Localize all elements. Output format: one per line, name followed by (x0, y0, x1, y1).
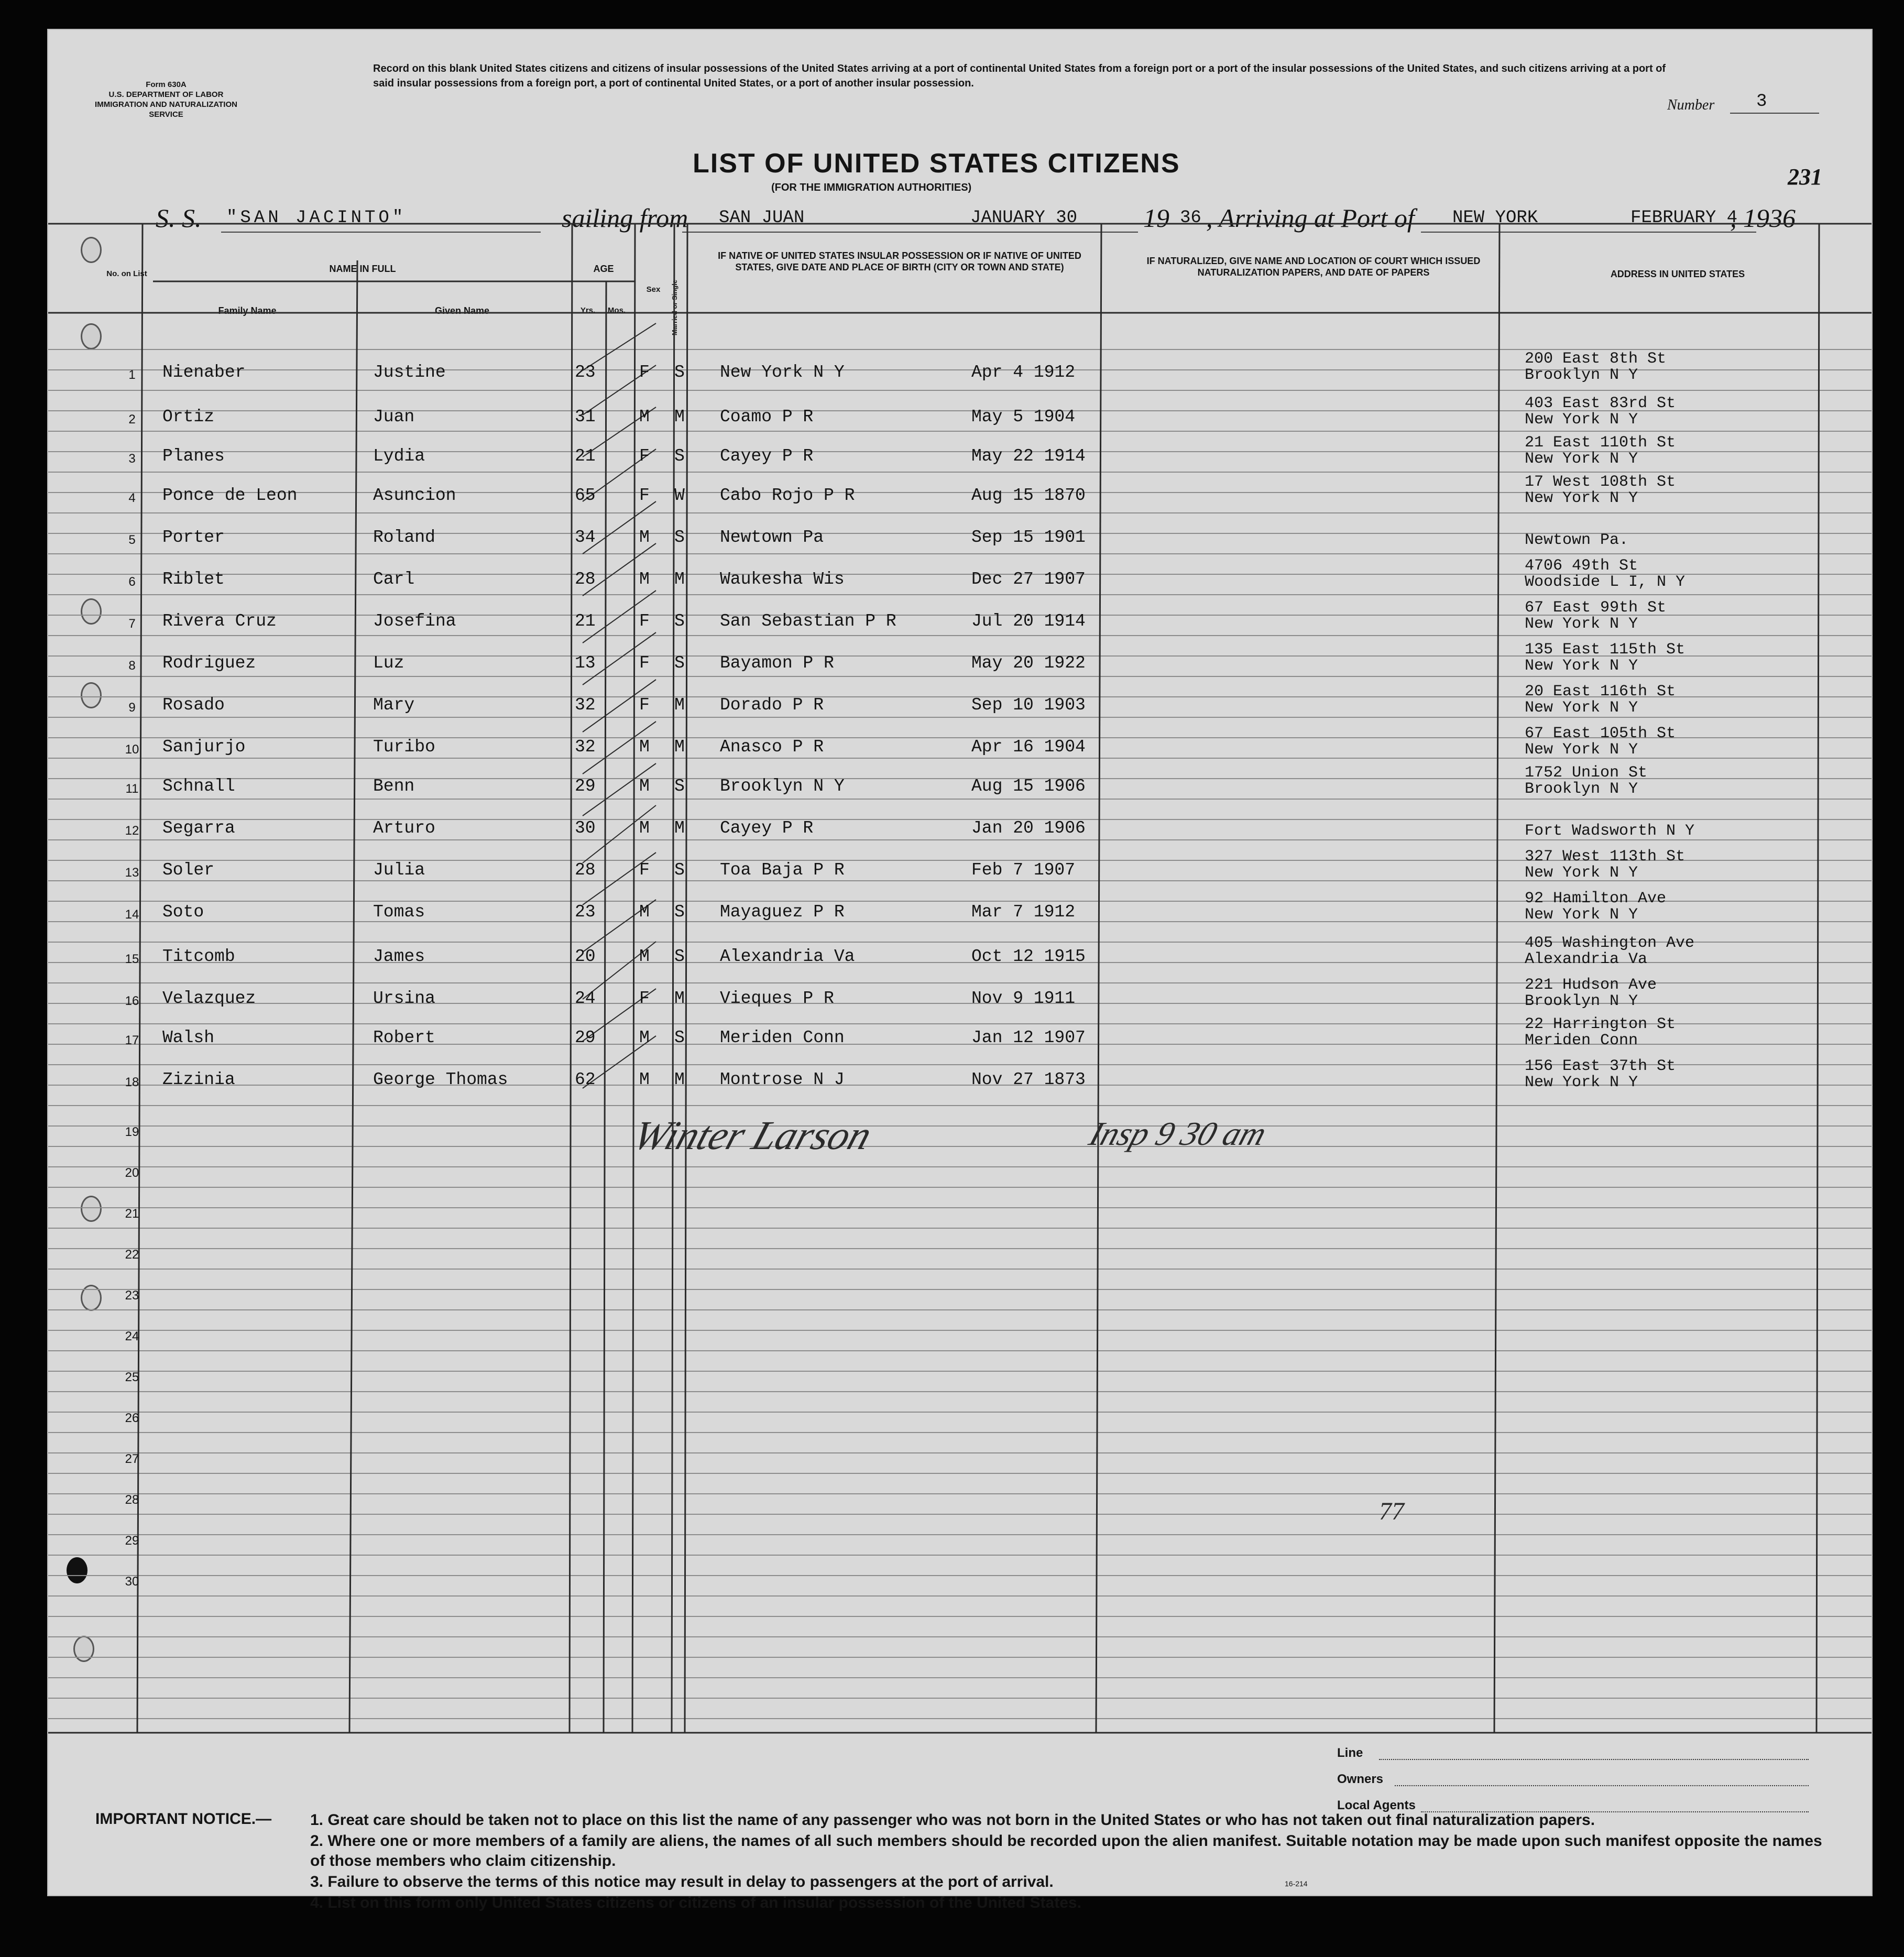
birth-date: Aug 15 1906 (971, 777, 1086, 796)
birth-place: Coamo P R (720, 407, 814, 427)
address-line-1: 21 East 110th St (1525, 434, 1676, 452)
address-line-1: 156 East 37th St (1525, 1057, 1676, 1075)
family-name: Titcomb (162, 947, 235, 966)
birth-place: Montrose N J (720, 1070, 845, 1089)
form-number: Form 630A (146, 80, 187, 89)
year-value: 36 (1180, 208, 1201, 228)
family-name: Riblet (162, 570, 225, 589)
birth-date: Nov 9 1911 (971, 989, 1076, 1008)
given-name: Roland (373, 528, 435, 547)
birth-place: Vieques P R (720, 989, 834, 1008)
ss-label: S. S. (156, 203, 202, 233)
sex: M (639, 1028, 650, 1047)
address-line-1: 1752 Union St (1525, 764, 1648, 782)
age-years: 32 (575, 737, 596, 757)
age-years: 32 (575, 695, 596, 715)
row-number: 18 (125, 1075, 139, 1089)
agents-label: Local Agents (1337, 1798, 1416, 1812)
birth-date: Oct 12 1915 (971, 947, 1086, 966)
handwritten-number: 77 (1379, 1497, 1404, 1525)
address-line-1: 67 East 99th St (1525, 599, 1667, 617)
col-married: Married or Single (671, 279, 679, 336)
address-line-2: Brooklyn N Y (1525, 992, 1638, 1010)
address-line-2: New York N Y (1525, 864, 1638, 882)
address-line-1: 67 East 105th St (1525, 725, 1676, 742)
marital-status: M (674, 407, 685, 427)
empty-row-number: 24 (125, 1329, 139, 1343)
birth-date: Mar 7 1912 (971, 902, 1076, 922)
birth-date: Apr 4 1912 (971, 363, 1076, 382)
col-sex: Sex (646, 285, 661, 294)
col-mos: Mos. (607, 306, 626, 315)
sex: M (639, 1070, 650, 1089)
family-name: Nienaber (162, 363, 246, 382)
sex: M (639, 902, 650, 922)
marital-status: S (674, 611, 685, 631)
sex: F (639, 363, 650, 382)
birth-date: May 22 1914 (971, 446, 1086, 466)
notice-2: 2. Where one or more members of a family are aliens, the names of all such members should be recorded upon the alien manifest. Suitable notation may be made upon such manifest opposite the names of those members who claim citizenship. (310, 1832, 1822, 1869)
arriving-label: , Arriving at Port of (1206, 203, 1415, 233)
sail-date: JANUARY 30 (970, 208, 1078, 228)
arrival-date: FEBRUARY 4 (1631, 208, 1738, 228)
marital-status: M (674, 818, 685, 838)
page-subtitle: (FOR THE IMMIGRATION AUTHORITIES) (771, 182, 972, 193)
row-number: 5 (128, 533, 136, 547)
family-name: Soto (162, 902, 204, 922)
col-yrs: Yrs. (580, 306, 596, 315)
address-line-2: New York N Y (1525, 411, 1638, 429)
row-number: 10 (125, 742, 139, 757)
record-instructions: Record on this blank United States citizens and citizens of insular possessions of the United States arriving at a port of continental United States from a foreign port or a port of the insular possessions of the United States, and such citizens arriving at a port of said insular possessions from a foreign port, a port of continental United States, or a port of another insular possession. (373, 63, 1666, 89)
birth-date: May 20 1922 (971, 653, 1086, 673)
birth-place: Bayamon P R (720, 653, 834, 673)
marital-status: M (674, 570, 685, 589)
given-name: Turibo (373, 737, 435, 757)
sex: F (639, 611, 650, 631)
sex: M (639, 737, 650, 757)
page-number: 231 (1788, 164, 1822, 190)
family-name: Sanjurjo (162, 737, 246, 757)
sex: F (639, 446, 650, 466)
birth-place: Newtown Pa (720, 528, 824, 547)
address-line-1: 22 Harrington St (1525, 1015, 1676, 1033)
marital-status: S (674, 777, 685, 796)
notice-1: 1. Great care should be taken not to place on this list the name of any passenger who was not born in the United States or who has not taken out final naturalization papers. (310, 1811, 1595, 1829)
age-years: 30 (575, 818, 596, 838)
age-years: 28 (575, 860, 596, 880)
address-line-1: 92 Hamilton Ave (1525, 890, 1667, 908)
given-name: Mary (373, 695, 415, 715)
row-number: 14 (125, 908, 139, 922)
birth-place: New York N Y (720, 363, 845, 382)
address-line-2: New York N Y (1525, 699, 1638, 717)
given-name: James (373, 947, 425, 966)
age-years: 28 (575, 570, 596, 589)
age-years: 31 (575, 407, 596, 427)
marital-status: S (674, 1028, 685, 1047)
sex: M (639, 407, 650, 427)
owners-label: Owners (1337, 1772, 1384, 1786)
given-name: Justine (373, 363, 446, 382)
given-name: Josefina (373, 611, 456, 631)
marital-status: W (674, 486, 685, 505)
marital-status: M (674, 695, 685, 715)
age-years: 13 (575, 653, 596, 673)
row-number: 16 (125, 994, 139, 1008)
sex: M (639, 818, 650, 838)
age-years: 21 (575, 446, 596, 466)
address-line-2: New York N Y (1525, 741, 1638, 759)
family-name: Zizinia (162, 1070, 235, 1089)
family-name: Planes (162, 446, 225, 466)
given-name: Carl (373, 570, 415, 589)
col-naturalized: IF NATURALIZED, GIVE NAME AND LOCATION OF COURT WHICH ISSUED NATURALIZATION PAPERS, AND DATE OF PAPERS (1146, 256, 1481, 278)
age-years: 62 (575, 1070, 596, 1089)
col-address: ADDRESS IN UNITED STATES (1610, 269, 1745, 279)
col-birth: IF NATIVE OF UNITED STATES INSULAR POSSESSION OR IF NATIVE OF UNITED STATES, GIVE DATE AND PLACE OF BIRTH (CITY OR TOWN AND STATE) (718, 250, 1081, 272)
sex: M (639, 777, 650, 796)
birth-date: Jan 20 1906 (971, 818, 1086, 838)
family-name: Walsh (162, 1028, 215, 1047)
sailing-label: sailing from (562, 203, 688, 233)
address-line-2: New York N Y (1525, 1074, 1638, 1091)
address-line-2: New York N Y (1525, 615, 1638, 633)
birth-date: Aug 15 1870 (971, 486, 1086, 505)
col-age: AGE (593, 264, 614, 274)
birth-date: Jan 12 1907 (971, 1028, 1086, 1047)
age-years: 65 (575, 486, 596, 505)
marital-status: S (674, 653, 685, 673)
empty-row-number: 27 (125, 1452, 139, 1466)
sex: M (639, 947, 650, 966)
row-number: 13 (125, 866, 139, 880)
address-line-1: 327 West 113th St (1525, 848, 1686, 866)
birth-place: Cayey P R (720, 446, 814, 466)
age-years: 34 (575, 528, 596, 547)
row-number: 17 (125, 1033, 139, 1047)
marital-status: S (674, 902, 685, 922)
sex: F (639, 989, 650, 1008)
address-line-2: Fort Wadsworth N Y (1525, 822, 1695, 840)
address-line-2: Brooklyn N Y (1525, 366, 1638, 384)
number-label: Number (1667, 97, 1715, 113)
col-name-in-full: NAME IN FULL (329, 264, 396, 274)
page-title: LIST OF UNITED STATES CITIZENS (693, 148, 1180, 179)
marital-status: M (674, 737, 685, 757)
given-name: George Thomas (373, 1070, 508, 1089)
empty-row-number: 22 (125, 1248, 139, 1262)
from-port: SAN JUAN (719, 208, 805, 228)
given-name: Julia (373, 860, 425, 880)
sex: F (639, 486, 650, 505)
family-name: Schnall (162, 777, 235, 796)
birth-date: Apr 16 1904 (971, 737, 1086, 757)
family-name: Velazquez (162, 989, 256, 1008)
address-line-1: 221 Hudson Ave (1525, 976, 1657, 994)
given-name: Asuncion (373, 486, 456, 505)
family-name: Soler (162, 860, 215, 880)
notice-4: 4. List on this form only United States citizens or citizens of an insular possession of the United States. (310, 1894, 1081, 1911)
empty-row-number: 21 (125, 1207, 139, 1221)
marital-status: S (674, 446, 685, 466)
birth-place: Waukesha Wis (720, 570, 845, 589)
address-line-2: New York N Y (1525, 489, 1638, 507)
col-family: Family Name (218, 305, 277, 316)
marital-status: S (674, 363, 685, 382)
given-name: Luz (373, 653, 404, 673)
service-name: IMMIGRATION AND NATURALIZATION SERVICE (95, 100, 237, 119)
address-line-2: Brooklyn N Y (1525, 780, 1638, 798)
department-name: U.S. DEPARTMENT OF LABOR (108, 90, 224, 99)
family-name: Rivera Cruz (162, 611, 277, 631)
address-line-2: New York N Y (1525, 450, 1638, 468)
notice-3: 3. Failure to observe the terms of this notice may result in delay to passengers at the port of arrival. (310, 1873, 1054, 1890)
empty-row-number: 25 (125, 1370, 139, 1384)
empty-row-number: 30 (125, 1575, 139, 1589)
birth-date: May 5 1904 (971, 407, 1076, 427)
ship-name: "SAN JACINTO" (226, 208, 407, 228)
address-line-2: New York N Y (1525, 657, 1638, 675)
sex: F (639, 653, 650, 673)
given-name: Arturo (373, 818, 435, 838)
address-line-1: 20 East 116th St (1525, 683, 1676, 701)
col-given: Given Name (434, 305, 490, 316)
address-line-1: 4706 49th St (1525, 557, 1638, 575)
manifest-sheet (47, 29, 1873, 1911)
row-number: 11 (125, 782, 139, 796)
empty-row-number: 26 (125, 1411, 139, 1425)
row-number: 15 (125, 952, 139, 966)
marital-status: S (674, 860, 685, 880)
birth-place: Anasco P R (720, 737, 824, 757)
family-name: Ponce de Leon (162, 486, 298, 505)
col-no: No. on List (106, 269, 147, 278)
address-line-1: 405 Washington Ave (1525, 934, 1695, 952)
age-years: 29 (575, 1028, 596, 1047)
family-name: Rodriguez (162, 653, 256, 673)
row-number: 6 (128, 575, 136, 589)
address-line-2: Meriden Conn (1525, 1032, 1638, 1049)
family-name: Porter (162, 528, 225, 547)
birth-place: Brooklyn N Y (720, 777, 845, 796)
empty-row-number: 23 (125, 1288, 139, 1303)
arrival-year: , 1936 (1730, 203, 1796, 233)
birth-place: Cabo Rojo P R (720, 486, 855, 505)
notice-title: IMPORTANT NOTICE.— (95, 1810, 272, 1828)
print-code: 16-214 (1285, 1879, 1308, 1888)
age-years: 23 (575, 363, 596, 382)
family-name: Rosado (162, 695, 225, 715)
empty-row-number: 28 (125, 1493, 139, 1507)
birth-date: Feb 7 1907 (971, 860, 1076, 880)
owners-underline (1395, 1785, 1809, 1786)
marital-status: S (674, 947, 685, 966)
sex: M (639, 570, 650, 589)
birth-place: San Sebastian P R (720, 611, 896, 631)
row-number: 2 (128, 412, 136, 427)
birth-place: Toa Baja P R (720, 860, 845, 880)
address-line-2: Woodside L I, N Y (1525, 573, 1686, 591)
given-name: Benn (373, 777, 415, 796)
address-line-2: Alexandria Va (1525, 950, 1648, 968)
row-number: 3 (128, 452, 136, 466)
birth-date: Sep 10 1903 (971, 695, 1086, 715)
given-name: Juan (373, 407, 415, 427)
family-name: Segarra (162, 818, 235, 838)
sex: M (639, 528, 650, 547)
inspection-note: Insp 9 30 am (1085, 1115, 1272, 1152)
birth-place: Mayaguez P R (720, 902, 845, 922)
marital-status: M (674, 1070, 685, 1089)
marital-status: M (674, 989, 685, 1008)
birth-date: Jul 20 1914 (971, 611, 1086, 631)
row-number: 9 (128, 701, 136, 715)
address-line-1: 200 East 8th St (1525, 350, 1667, 368)
given-name: Robert (373, 1028, 435, 1047)
address-line-2: Newtown Pa. (1525, 531, 1629, 549)
birth-place: Cayey P R (720, 818, 814, 838)
empty-row-number: 20 (125, 1166, 139, 1180)
row-number: 8 (128, 659, 136, 673)
empty-row-number: 19 (125, 1125, 139, 1139)
sex: F (639, 860, 650, 880)
birth-place: Dorado P R (720, 695, 824, 715)
to-port: NEW YORK (1452, 208, 1538, 228)
row-number: 1 (128, 368, 136, 382)
given-name: Ursina (373, 989, 435, 1008)
given-name: Tomas (373, 902, 425, 922)
address-line-1: 135 East 115th St (1525, 641, 1686, 659)
address-line-1: 403 East 83rd St (1525, 395, 1676, 412)
family-name: Ortiz (162, 407, 215, 427)
row-number: 7 (128, 617, 136, 631)
birth-date: Sep 15 1901 (971, 528, 1086, 547)
birth-place: Meriden Conn (720, 1028, 845, 1047)
given-name: Lydia (373, 446, 425, 466)
marital-status: S (674, 528, 685, 547)
year-label: 19 (1143, 203, 1169, 233)
line-underline (1379, 1759, 1809, 1760)
line-label: Line (1337, 1746, 1363, 1760)
address-line-1: 17 West 108th St (1525, 473, 1676, 491)
row-number: 4 (128, 491, 136, 505)
number-value: 3 (1756, 92, 1767, 112)
age-years: 23 (575, 902, 596, 922)
inspector-signature: Winter Larson (628, 1112, 878, 1158)
age-years: 20 (575, 947, 596, 966)
address-line-2: New York N Y (1525, 906, 1638, 924)
age-years: 21 (575, 611, 596, 631)
age-years: 24 (575, 989, 596, 1008)
birth-date: Dec 27 1907 (971, 570, 1086, 589)
empty-row-number: 29 (125, 1534, 139, 1548)
row-number: 12 (125, 824, 139, 838)
age-years: 29 (575, 777, 596, 796)
birth-place: Alexandria Va (720, 947, 855, 966)
birth-date: Nov 27 1873 (971, 1070, 1086, 1089)
sex: F (639, 695, 650, 715)
